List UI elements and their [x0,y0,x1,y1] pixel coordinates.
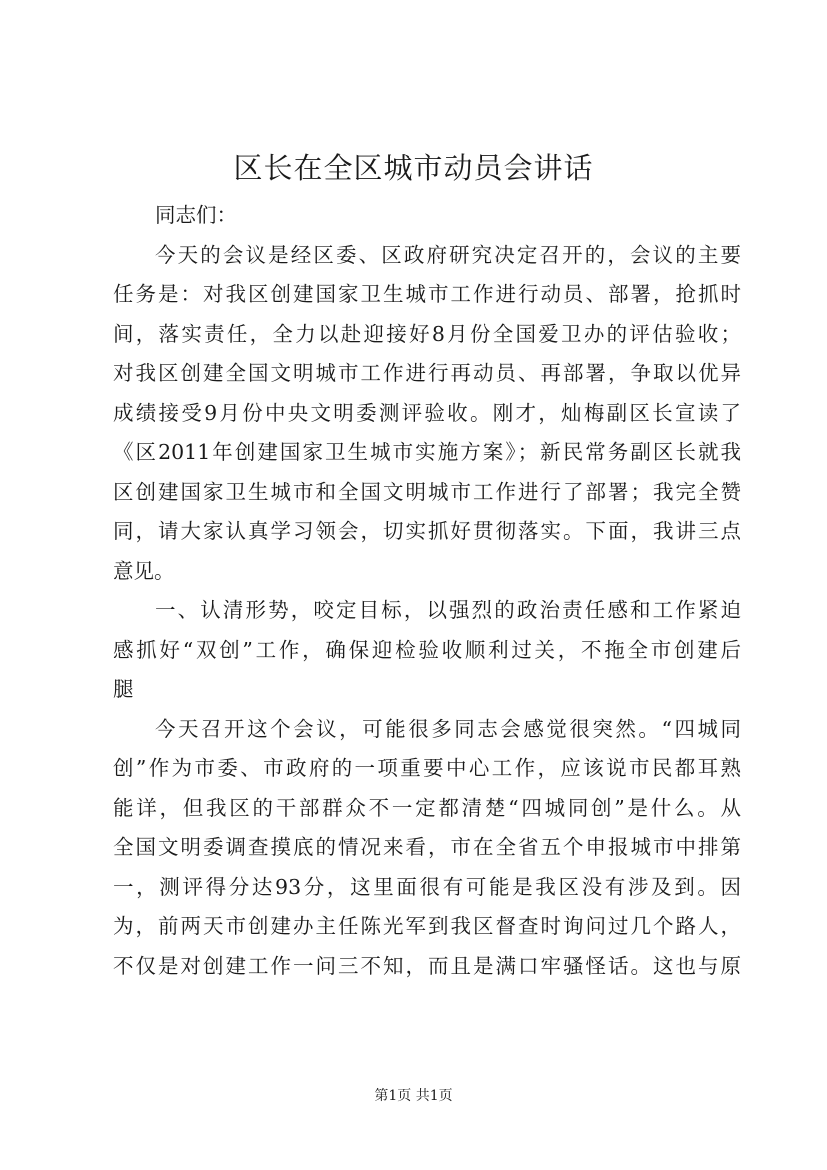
text-line: 一，测评得分达93分，这里面很有可能是我区没有涉及到。因 [113,874,741,899]
text-line: 《区2011年创建国家卫生城市实施方案》；新民常务副区长就我 [113,440,741,464]
text-line: 同，请大家认真学习领会，切实抓好贯彻落实。下面，我讲三点 [113,519,741,543]
text-line: 腿 [113,677,134,701]
text-line: 今天的会议是经区委、区政府研究决定召开的，会议的主要 [155,242,741,267]
document-title: 区长在全区城市动员会讲话 [233,151,594,185]
text-line: 为，前两天市创建办主任陈光军到我区督查时询问过几个路人， [113,914,741,938]
text-line: 今天召开这个会议，可能很多同志会感觉很突然。“四城同 [155,716,741,741]
text-line: 成绩接受9月份中央文明委测评验收。刚才，灿梅副区长宣读了 [113,400,741,425]
text-line: 意见。 [113,558,175,583]
text-line: 任务是：对我区创建国家卫生城市工作进行动员、部署，抢抓时 [113,282,741,306]
text-line: 同志们： [155,203,237,227]
text-line: 感抓好“双创”工作，确保迎检验收顺利过关，不拖全市创建后 [113,637,741,662]
text-line: 间，落实责任，全力以赴迎接好8月份全国爱卫办的评估验收； [113,321,741,346]
page-footer: 第1页 共1页 [374,1088,453,1104]
text-line: 全国文明委调查摸底的情况来看，市在全省五个申报城市中排第 [113,835,741,859]
text-line: 对我区创建全国文明城市工作进行再动员、再部署，争取以优异 [113,361,741,385]
text-line: 区创建国家卫生城市和全国文明城市工作进行了部署；我完全赞 [113,479,741,504]
text-line: 不仅是对创建工作一问三不知，而且是满口牢骚怪话。这也与原 [113,953,741,978]
document-body [113,196,741,986]
text-line: 一、认清形势，咬定目标，以强烈的政治责任感和工作紧迫 [155,598,741,622]
text-line: 能详，但我区的干部群众不一定都清楚“四城同创”是什么。从 [113,795,741,820]
text-line: 创”作为市委、市政府的一项重要中心工作，应该说市民都耳熟 [113,756,741,780]
